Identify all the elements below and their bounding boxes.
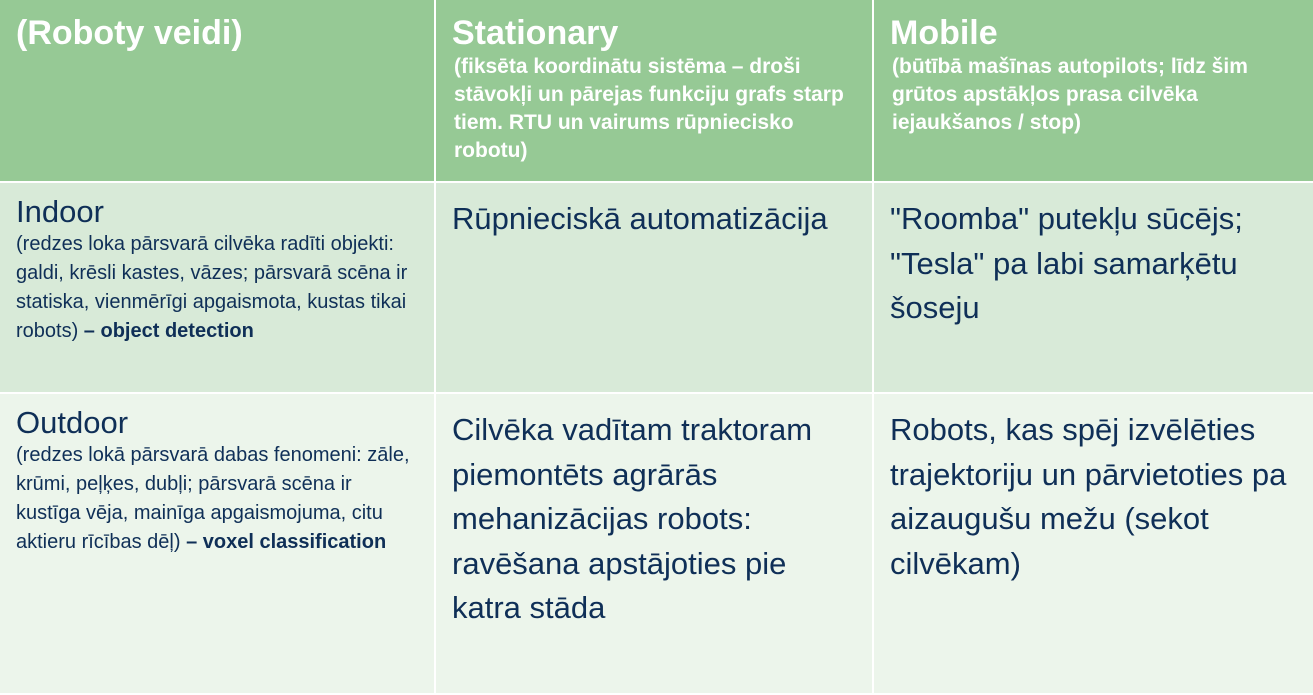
row-header-indoor — [0, 183, 436, 394]
header-title-robot-types: (Roboty veidi) — [16, 14, 243, 52]
header-title-mobile: Mobile — [890, 14, 998, 52]
row-header-outdoor — [0, 394, 436, 695]
cell-text-outdoor-mobile: Robots, kas spēj izvēlēties trajektoriju un pārvietoties pa aizaugušu mežu (sekot cilvēkam) — [890, 412, 1287, 581]
header-cell-stationary — [436, 0, 874, 183]
cell-outdoor-mobile — [874, 394, 1313, 695]
cell-indoor-stationary — [436, 183, 874, 394]
row-title-outdoor: Outdoor — [16, 405, 129, 440]
header-cell-mobile — [874, 0, 1313, 183]
row-method-indoor: – object detection — [78, 320, 254, 343]
cell-indoor-mobile — [874, 183, 1313, 394]
cell-text-indoor-stationary: Rūpnieciskā automatizācija — [452, 201, 828, 236]
header-subtitle-mobile: (būtībā mašīnas autopilots; līdz šim grūtos apstākļos prasa cilvēka iejaukšanos / stop) — [892, 55, 1248, 135]
cell-outdoor-stationary — [436, 394, 874, 695]
header-title-stationary: Stationary — [452, 14, 619, 52]
cell-text-outdoor-stationary: Cilvēka vadītam traktoram piemontēts agrārās mehanizācijas robots: ravēšana apstājoties pie katra stāda — [452, 412, 813, 625]
row-method-outdoor: – voxel classification — [180, 531, 387, 554]
cell-text-indoor-mobile: "Roomba" putekļu sūcējs; "Tesla" pa labi samarķētu šoseju — [890, 201, 1243, 325]
row-desc-indoor — [16, 230, 420, 346]
row-desc-outdoor — [16, 441, 420, 557]
row-desc-text-outdoor: (redzes lokā pārsvarā dabas fenomeni: zāle, krūmi, peļķes, dubļi; pārsvarā scēna ir kustīga vēja, mainīga apgaismojuma, citu aktieru rīcības dēļ) — [16, 444, 410, 554]
row-desc-text-indoor: (redzes loka pārsvarā cilvēka radīti objekti: galdi, krēsli kastes, vāzes; pārsvarā scēna ir statiska, vienmērīgi apgaismota, kustas tikai robots) — [16, 233, 408, 343]
header-cell-robot-types — [0, 0, 436, 183]
row-title-indoor: Indoor — [16, 194, 104, 229]
header-subtitle-stationary: (fiksēta koordinātu sistēma – droši stāvokļi un pārejas funkciju grafs starp tiem. RTU un vairums rūpniecisko robotu) — [454, 55, 844, 163]
